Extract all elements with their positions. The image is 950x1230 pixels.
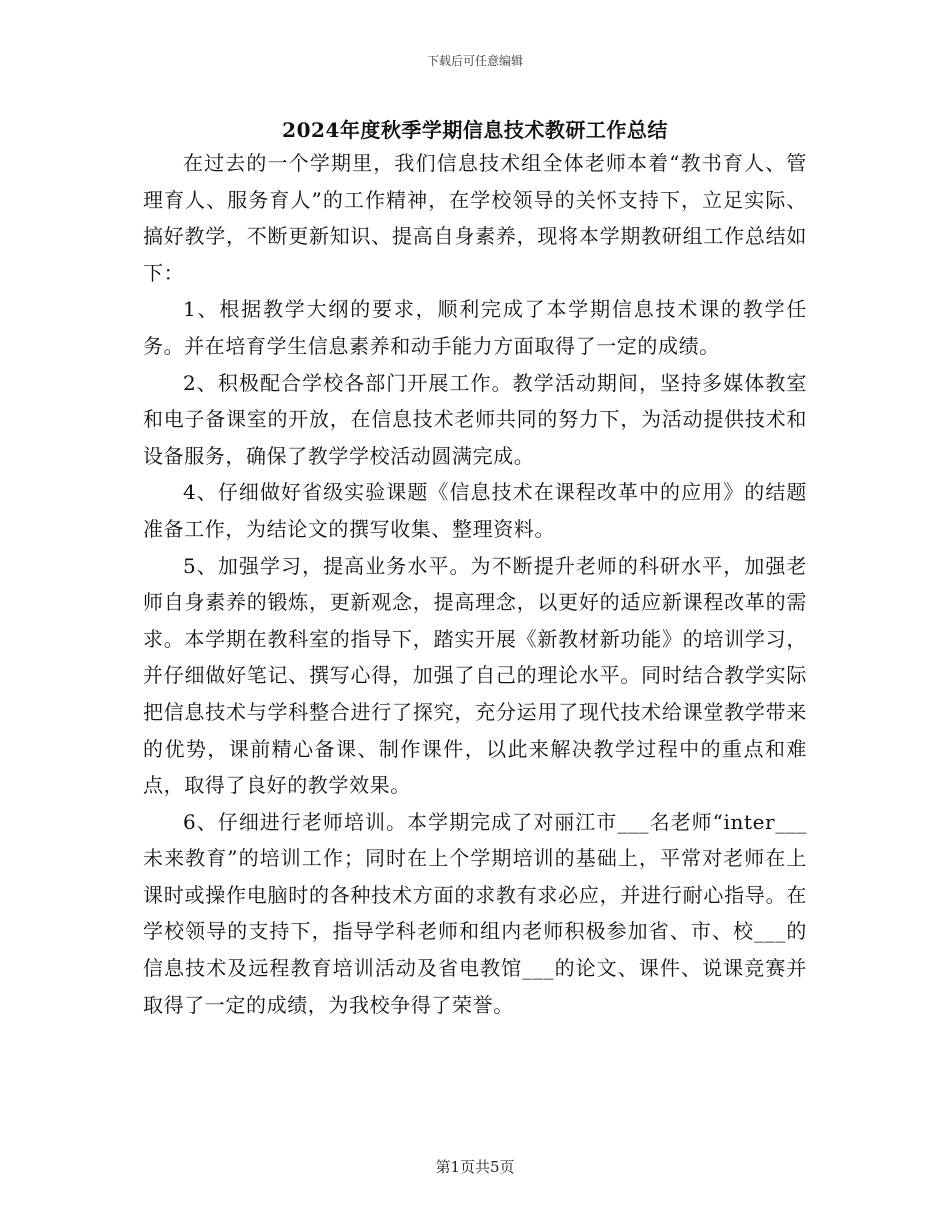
paragraph-item-1: 1、根据教学大纲的要求，顺利完成了本学期信息技术课的教学任务。并在培育学生信息素养和动手能力方面取得了一定的成绩。 <box>143 297 807 358</box>
document-body <box>143 145 807 1023</box>
page-number: 第1页共5页 <box>435 1158 515 1176</box>
page-header-note: 下载后可任意编辑 <box>426 54 523 68</box>
paragraph-item-5: 5、加强学习，提高业务水平。为不断提升老师的科研水平，加强老师自身素养的锻炼，更新观念，提高理念，以更好的适应新课程改革的需求。本学期在教科室的指导下，踏实开展《新教材新功能》的培训学习，并仔细做好笔记、撰写心得，加强了自己的理论水平。同时结合教学实际把信息技术与学科整合进行了探究，充分运用了现代技术给课堂教学带来的优势，课前精心备课、制作课件，以此来解决教学过程中的重点和难点，取得了良好的教学效果。 <box>143 553 807 798</box>
paragraph-intro: 在过去的一个学期里，我们信息技术组全体老师本着“教书育人、管理育人、服务育人”的工作精神，在学校领导的关怀支持下，立足实际、搞好教学，不断更新知识、提高自身素养，现将本学期教研组工作总结如下： <box>143 151 807 285</box>
paragraph-item-6: 6、仔细进行老师培训。本学期完成了对丽江市___名老师“inter___未来教育”的培训工作；同时在上个学期培训的基础上，平常对老师在上课时或操作电脑时的各种技术方面的求教有求必应，并进行耐心指导。在学校领导的支持下，指导学科老师和组内老师积极参加省、市、校___的信息技术及远程教育培训活动及省电教馆___的论文、课件、说课竞赛并取得了一定的成绩，为我校争得了荣誉。 <box>143 809 807 1017</box>
paragraph-item-4: 4、仔细做好省级实验课题《信息技术在课程改革中的应用》的结题准备工作，为结论文的撰写收集、整理资料。 <box>143 480 807 541</box>
document-title: 2024年度秋季学期信息技术教研工作总结 <box>282 118 668 142</box>
paragraph-item-2: 2、积极配合学校各部门开展工作。教学活动期间，坚持多媒体教室和电子备课室的开放，在信息技术老师共同的努力下，为活动提供技术和设备服务，确保了教学学校活动圆满完成。 <box>143 370 807 468</box>
